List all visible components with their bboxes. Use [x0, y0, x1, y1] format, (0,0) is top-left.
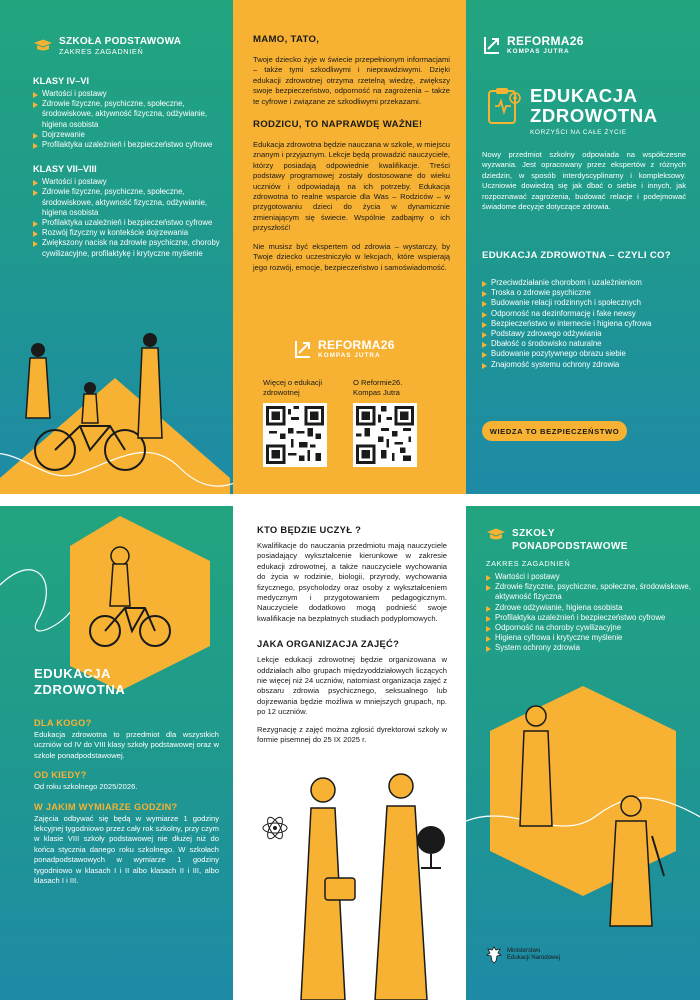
cover-title-block — [486, 86, 691, 136]
qr1-label: Więcej o edukacji zdrowotnej — [263, 378, 323, 397]
reforma26-logo — [293, 338, 395, 359]
secondary-school-header — [486, 528, 686, 568]
organization-heading: JAKA ORGANIZACJA ZAJĘĆ? — [257, 638, 400, 650]
family-bicycle-illustration — [0, 378, 233, 494]
list-item: Wartości i postawy — [33, 89, 228, 99]
for-whom-heading: DLA KOGO? — [34, 718, 92, 728]
secondary-topics-list — [486, 572, 691, 654]
list-item: Wartości i postawy — [33, 177, 228, 187]
qr-code-icon[interactable] — [263, 403, 327, 467]
parents-panel — [233, 0, 466, 494]
primary-school-header — [33, 36, 223, 56]
topics-list — [482, 278, 692, 370]
subject-title-line1: EDUKACJA — [34, 666, 112, 681]
subject-title — [34, 666, 214, 698]
brand-tagline: KOMPAS JUTRA — [507, 48, 570, 55]
brand-tagline: KOMPAS JUTRA — [318, 352, 381, 359]
who-teaches-text: Kwalifikacje do nauczania przedmiotu mają nauczyciele posiadający wykształcenie kierunkowe w zakresie edukacji zdrowotnej, a także nauczyciele wychowania do życia w rodzinie, biologii, przyrody, wychowania fizycznego, psycholodzy oraz osoby z wykształceniem medycznym i przygotowaniem pedagogicznym. Nauczyciele dodatkowo mogą podnieść swoje kwalifikacje na bezpłatnych studiach podyplomowych. — [257, 541, 447, 623]
qr-code-icon[interactable] — [353, 403, 417, 467]
secondary-school-panel — [466, 506, 700, 1000]
list-item: System ochrony zdrowia — [486, 643, 691, 653]
list-item: Przeciwdziałanie chorobom i uzależnieniom — [482, 278, 692, 288]
knowledge-is-safety-button[interactable]: WIEDZA TO BEZPIECZEŃSTWO — [482, 421, 627, 441]
reforma26-logo — [482, 34, 584, 55]
qr-reforma26[interactable] — [353, 378, 423, 467]
hours-text: Zajęcia odbywać się będą w wymiarze 1 godziny lekcyjnej tygodniowo przez cały rok szkolny, przy czym w klasie VIII szkoły podstawowej nie dłużej niż do końca stycznia danego roku szkolnego. W szkołach ponadpodstawowych w wymiarze 1 godziny tygodniowo w klasach I i II albo klasach II i III, albo klasach I i III. — [34, 813, 219, 886]
cover-title-line2: ZDROWOTNA — [530, 105, 658, 126]
leaflet-outside-page — [0, 0, 700, 494]
secondary-school-title-line1: SZKOŁY — [512, 528, 555, 539]
list-item: Bezpieczeństwo w internecie i higiena cyfrowa — [482, 319, 692, 329]
subject-title-line2: ZDROWOTNA — [34, 682, 126, 697]
parents-paragraph: Twoje dziecko żyje w świecie przepełnionym informacjami – także tymi szkodliwymi i nieprawdziwymi. Dzięki edukacji zdrowotnej otrzyma rzetelną wiedzę, zwiększy swoje bezpieczeństwo, odporność na zagrożenia – także te cyfrowe i związane ze szkodliwymi przekazami. — [253, 55, 450, 106]
group2-list — [33, 177, 228, 259]
list-item: Zdrowie fizyczne, psychiczne, społeczne, środowiskowe, aktywność fizyczna, odżywianie, higiena osobista — [33, 187, 228, 218]
list-item: Profilaktyka uzależnień i bezpieczeństwo cyfrowe — [33, 218, 228, 228]
list-item: Rozwój fizyczny w kontekście dojrzewania — [33, 228, 228, 238]
teachers-illustration — [253, 768, 453, 1000]
compass-arrow-icon — [293, 339, 313, 359]
list-item: Dojrzewanie — [33, 130, 228, 140]
list-item: Zdrowie fizyczne, psychiczne, społeczne, środowiskowe, aktywność fizyczna, odżywianie, higiena osobista — [33, 99, 228, 130]
organization-text: Lekcje edukacji zdrowotnej będzie organizowana w oddziałach albo grupach międzyoddziałowych liczących nie więcej niż 24 uczniów, natomiast organizacja zajęć z obszaru zdrowia psychicznego, seksualnego lub dojrzewania będzie możliwa w mniejszych grupach, np. po 12 uczniów. — [257, 655, 447, 717]
eagle-emblem-icon — [486, 946, 502, 964]
secondary-school-subtitle: ZAKRES ZAGADNIEŃ — [486, 559, 571, 568]
list-item: Zwiększony nacisk na zdrowie psychiczne, choroby cywilizacyjne, profilaktykę i krytyczne myślenie — [33, 238, 228, 258]
qr-health-education[interactable] — [263, 378, 333, 467]
secondary-school-title-line2: PONADPODSTAWOWE — [512, 540, 628, 552]
cover-title-line1: EDUKACJA — [530, 85, 638, 106]
cyclist-illustration — [10, 516, 230, 666]
graduation-cap-icon — [33, 39, 53, 53]
leaflet-inside-page — [0, 506, 700, 1000]
list-item: Higiena cyfrowa i krytyczne myślenie — [486, 633, 691, 643]
list-item: Odporność na choroby cywilizacyjne — [486, 623, 691, 633]
subject-description: Nowy przedmiot szkolny odpowiada na współczesne wyzwania. Jest opracowany przez ekspertów z różnych dziedzin, w sposób interdyscyplinarny i kompleksowy. Uczniowie dowiedzą się jak dbać o siebie i innych, jak rozpoznawać zagrożenia, budować relacje i podejmować świadome decyzje dotyczące zdrowia. — [482, 150, 686, 212]
ministry-logo — [486, 946, 560, 964]
list-item: Profilaktyka uzależnień i bezpieczeństwo cyfrowe — [33, 140, 228, 150]
primary-school-panel — [0, 0, 233, 494]
parents-heading: MAMO, TATO, — [253, 34, 320, 45]
group2-title: KLASY VII–VIII — [33, 164, 97, 175]
expert-paragraph: Nie musisz być ekspertem od zdrowia – wystarczy, by Twoje dziecko uczestniczyło w lekcjach, które wspierają jego rozwój, emocje, bezpieczeństwo i samoświadomość. — [253, 241, 450, 272]
list-item: Zdrowe odżywianie, higiena osobista — [486, 603, 691, 613]
ministry-line1: Ministerstwo — [507, 948, 541, 954]
clipboard-health-icon — [486, 86, 522, 126]
brand-name: REFORMA26 — [507, 34, 584, 48]
group1-title: KLASY IV–VI — [33, 76, 89, 86]
list-item: Budowanie relacji rodzinnych i społecznych — [482, 298, 692, 308]
qr2-label: O Reformie26. Kompas Jutra — [353, 378, 403, 397]
what-is-it-heading: EDUKACJA ZDROWOTNA – CZYLI CO? — [482, 250, 671, 261]
list-item: Odporność na dezinformację i fake newsy — [482, 309, 692, 319]
hours-heading: W JAKIM WYMIARZE GODZIN? — [34, 801, 178, 812]
brand-name: REFORMA26 — [318, 338, 395, 352]
since-when-text: Od roku szkolnego 2025/2026. — [34, 782, 138, 792]
who-teaches-heading: KTO BĘDZIE UCZYŁ ? — [257, 524, 362, 535]
cover-subtitle: KORZYŚCI NA CAŁE ŻYCIE — [530, 129, 627, 136]
compass-arrow-icon — [482, 35, 502, 55]
about-subject-panel — [0, 506, 233, 1000]
health-education-cover-panel — [466, 0, 700, 494]
list-item: Troska o zdrowie psychiczne — [482, 288, 692, 298]
list-item: Budowanie pozytywnego obrazu siebie — [482, 349, 692, 359]
graduation-cap-icon — [486, 528, 506, 542]
list-item: Znajomość systemu ochrony zdrowia — [482, 360, 692, 370]
group1-list — [33, 89, 228, 150]
list-item: Dbałość o środowisko naturalne — [482, 339, 692, 349]
list-item: Profilaktyka uzależnień i bezpieczeństwo cyfrowe — [486, 613, 691, 623]
important-heading: RODZICU, TO NAPRAWDĘ WAŻNE! — [253, 119, 423, 131]
primary-school-subtitle: ZAKRES ZAGADNIEŃ — [59, 47, 144, 56]
list-item: Podstawy zdrowego odżywiania — [482, 329, 692, 339]
for-whom-text: Edukacja zdrowotna to przedmiot dla wszystkich uczniów od IV do VIII klasy szkoły podstawowej oraz w szkole ponadpodstawowej. — [34, 730, 219, 760]
since-when-heading: OD KIEDY? — [34, 770, 87, 781]
list-item: Zdrowie fizyczne, psychiczne, społeczne, środowiskowe, aktywność fizyczna — [486, 582, 691, 602]
opt-out-text: Rezygnację z zajęć można zgłosić dyrektorowi szkoły w formie pisemnej do 25 IX 2025 r. — [257, 724, 447, 745]
important-paragraph: Edukacja zdrowotna będzie nauczana w szkole, w miejscu znanym i przyjaznym. Lekcje będą prowadzić nauczyciele, którzy posiadają odpowiednie kwalifikacje. Treści podstawy programowej zostały dostosowane do wieku uczniów i odpowiadają na ich potrzeby. Edukacja zdrowotna to realne wsparcie dla Was – Rodziców – w przygotowaniu dzieci do życia w dynamicznie zmieniającym się świecie. Wspólnie zadbajmy o ich przyszłość! — [253, 140, 450, 233]
teachers-organization-panel — [233, 506, 466, 1000]
list-item: Wartości i postawy — [486, 572, 691, 582]
ministry-line2: Edukacji Narodowej — [507, 955, 561, 961]
primary-school-title: SZKOŁA PODSTAWOWA — [59, 36, 182, 47]
